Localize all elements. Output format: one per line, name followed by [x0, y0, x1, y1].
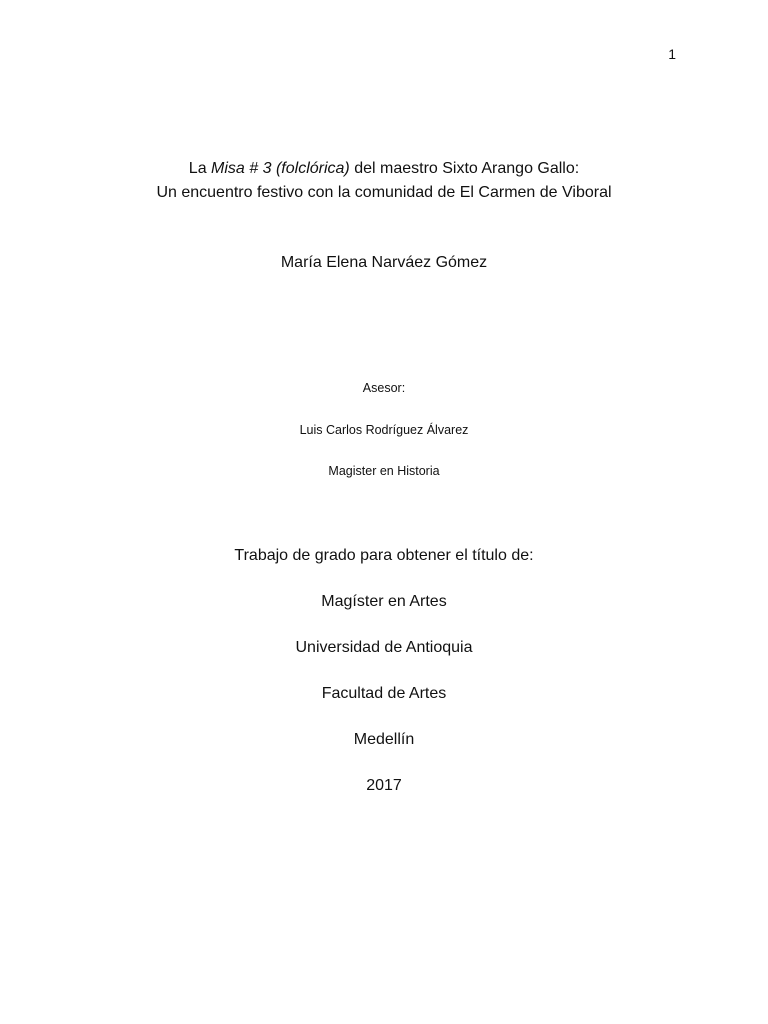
- faculty-name: Facultad de Artes: [321, 685, 447, 702]
- title-prefix: La: [188, 160, 212, 177]
- page-number: 1: [668, 46, 676, 62]
- title-suffix: del maestro Sixto Arango Gallo:: [349, 160, 580, 177]
- city-name: Medellín: [353, 731, 415, 748]
- advisor-name: Luis Carlos Rodríguez Álvarez: [299, 423, 469, 437]
- title-italic-work: Misa # 3 (folclórica): [211, 160, 350, 177]
- title-line-1: [0, 160, 768, 178]
- author-name: María Elena Narváez Gómez: [280, 254, 488, 271]
- title-line-2: Un encuentro festivo con la comunidad de El Carmen de Viboral: [156, 184, 612, 201]
- degree-title: Magíster en Artes: [321, 593, 447, 610]
- advisor-label: Asesor:: [362, 381, 406, 395]
- year: 2017: [366, 777, 402, 794]
- university-name: Universidad de Antioquia: [295, 639, 473, 656]
- thesis-purpose: Trabajo de grado para obtener el título de:: [234, 547, 534, 564]
- advisor-degree: Magister en Historia: [328, 464, 440, 478]
